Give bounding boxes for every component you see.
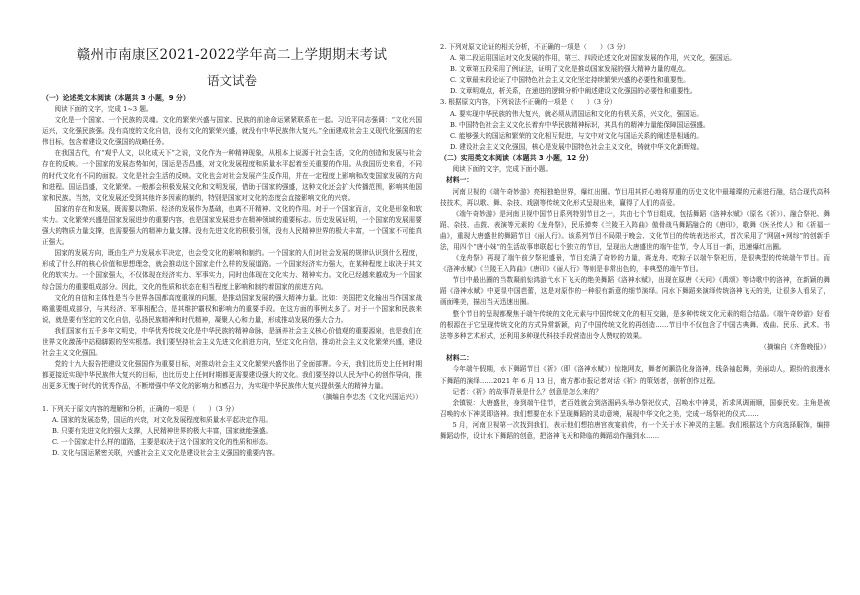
material-2-paragraph: 记者：《祈》的故事背景是什么？创意是怎么来的？ bbox=[452, 387, 603, 396]
passage-paragraph: 国家的发展方向，既由生产力发展水平决定，也会受文化的影响和制约。一个国家的人们对社会发展的规律认识到什么程度，形成了什么样的核心价值和思想理念，就会推动这个国家走什么样的发展道路。一个国家经济实力强大，在某种程度上取决于其文化的软实力。一个国家强大，不仅体现在经济实力、军事实力，同时也体现在文化实力、精神实力。文化已经越来越成为一个国家综合国力的重要组成部分。因此，文化的性质和状态在相当程度上影响和制约着国家的前进方向。 bbox=[42, 249, 422, 291]
material-1-source: （摘编自《齐鲁晚报》） bbox=[760, 342, 830, 351]
section-heading-2: （二）实用类文本阅读（本题共 3 小题，12 分） bbox=[440, 153, 593, 162]
question-1-option-a: A. 国家的发展态势，国运的兴衰，对文化发展程度和质量水平起决定作用。 bbox=[52, 415, 272, 424]
material-2-label: 材料二： bbox=[446, 353, 474, 362]
question-3-option-d: D. 建设社会主义文化强国，核心是发展中国特色社会主义文化，铸就中华文化新辉煌。 bbox=[450, 142, 704, 151]
question-2: 2. 下列对原文论证的相关分析，不正确的一项是（ ）（3 分） bbox=[440, 43, 630, 51]
material-1-paragraph: 《端午奇妙游》是河南卫视中国节日系列特别节目之一，共由七个节目组成，包括舞蹈《洛神水赋》（原名《祈》）、融合祭祀、舞蹈、杂技、击鼓、表演等元素的《龙舟祭》，民乐弹奏《兰陵王入阵曲》傲骨战马舞蹈融合的《唐印》，歌舞《医圣传人》和《祈福一曲》，重现大唐盛世的舞蹈节目《丽人行》。该系列节目不局限于晚会、文化节目的传统表达形式，首次采用了“网剧+网综”的创新手法，用四个“唐小妹”的生活故事串联起七个独立的节目，呈现出大唐盛世的端午佳节，令人耳目一新，迅速爆红出圈。 bbox=[440, 209, 830, 251]
passage-paragraph: 文化是一个国家、一个民族的灵魂。文化的繁荣兴盛与国家、民族的前途命运紧紧联系在一起。习近平同志强调：“文化兴国运兴，文化强民族强。没有高度的文化自信，没有文化的繁荣兴盛，就没有中华民族伟大复兴。”全面建成社会主义现代化强国的宏伟目标，包含着建设文化强国的战略任务。 bbox=[42, 116, 422, 147]
left-column bbox=[42, 0, 422, 595]
section-instruction-2: 阅读下面的文字，完成下面小题。 bbox=[452, 164, 553, 173]
passage-source: （摘编自李忠杰《文化兴国运兴》） bbox=[319, 393, 422, 402]
section-heading-1: （一）论述类文本阅读（本题共 3 小题，9 分） bbox=[42, 94, 190, 102]
material-1-paragraph: 《龙舟祭》再现了端午前夕祭祀盛景，节目充满了奇妙的力量，赛龙舟、吃粽子以端午祭祀历，是很典型的传统端午节目。而《洛神水赋》《兰陵王入阵曲》《唐印》《丽人行》等则是非常出色的，非典型的端午节目。 bbox=[440, 254, 830, 274]
question-2-option-b: B. 文章第五段采用了例证法，证明了文化是推动国家发展的强大精神力量的观点。 bbox=[450, 65, 690, 74]
question-2-option-c: C. 文章最末段论证了中国特色社会主义文化坚定持续繁荣兴盛的必要性和重要性。 bbox=[450, 76, 690, 85]
question-3: 3. 根据原文内容，下列说法不正确的一项是（ ）（3 分） bbox=[440, 98, 617, 107]
question-3-option-a: A. 要实现中华民族的伟大复兴，就必须从清国运和文化的有机关系，兴文化，强国运。 bbox=[450, 109, 703, 118]
question-1-option-b: B. 只要有先进文化的强大支撑，人民精神世界的极大丰富，国家就能强盛。 bbox=[52, 426, 273, 435]
material-2-paragraph: 余镇锐：大唐盛世，身到端午佳节，老百姓就会到洛湄码头举办祭祀仪式，召唤水中神灵，祈求风调雨顺，国泰民安。主角是被召唤的水下神灵即洛神。我们想要在水下呈现舞蹈的灵动意境，展现中华文化之美，完成一场祭祀的仪式…… bbox=[440, 398, 830, 418]
question-3-option-b: B. 中国特色社会主义文化长着弃中华民族精神标识，其具有的精神力量能保障国运强盛。 bbox=[450, 120, 710, 129]
question-1-option-d: D. 文化与国运紧密关联，兴盛社会主义文化是建设社会主义强国的重要内容。 bbox=[52, 448, 279, 457]
question-2-option-d: D. 文章明观点，析关系，在递进的逻辑分析中阐述建设文化强国的必要性和重要性。 bbox=[450, 87, 697, 96]
exam-subtitle: 语文试卷 bbox=[206, 73, 257, 88]
question-2-option-a: A. 第二段运用国运对文化发展的作用，第三、四段论述文化对国家发展的作用，兴文化，强国运。 bbox=[450, 54, 736, 63]
material-1-label: 材料一： bbox=[446, 176, 474, 185]
passage-paragraph: 在我国古代，有“观乎人文，以化成天下”之说，文化作为一种精神现象，从根本上说源于社会生活，文化的创造和发展与社会存在的反映。一个国家的发展态势如何，国运是否昌盛，对文化发展程度和质量水平起着至关重要的作用。从我国历史来看，不同的时代文化有不同的面貌。文化是社会生活的反映。文化也会对社会发展产生反作用，并在一定程度上影响和改变国家发展的方向和进程。国运昌盛，文化繁荣。一般都会积极发展文化和文明发展，借助于国家的强盛，这种文化还会扩大传播范围，影响其他国家和民族。当然，文化发展还受到其他许多因素的制约，特别是国家对文化的态度会直接影响文化的兴衰。 bbox=[42, 149, 422, 202]
passage-paragraph: 党的十九大报告把建设文化强国作为重要目标，对推动社会主义文化繁荣兴盛作出了全面部署。今天，我们比历史上任何时期都更接近实现中华民族伟大复兴的目标，也比历史上任何时期都更需要建设强大的文化。我们要坚持以人民为中心的创作导向，推出更多无愧于时代的优秀作品，不断增强中华文化的影响力和感召力，为实现中华民族伟大复兴提供强大的精神力量。 bbox=[42, 360, 422, 391]
exam-title: 赣州市南康区2021-2022学年高二上学期期末考试 bbox=[76, 47, 388, 63]
right-column bbox=[440, 0, 830, 595]
material-1-paragraph: 整个节目的呈现都聚焦于端午传统的文化元素与中国传统文化的相互交融，是多种传统文化元素的组合结晶。《端午奇妙游》好看的根源在于它呈现传统文化的方式异常新颖，向了中国传统文化的再创造……节目中不仅包含了中国古典舞、戏曲、民乐、武术、书法等多种艺术形式，还利用多种现代科技手段营造出令人赞叹的效果。 bbox=[440, 309, 830, 340]
passage-paragraph: 文化的自信和主体性是当今世界各国都高度重视的问题，是推动国家发展的强大精神力量。比如：美国把文化输出当作国家战略重要组成部分，与其经济、军事相配合，是其维护霸权和影响力的重要手段。在这方面的事例太多了。对于一个国家和民族来说，就是要有坚定的文化自信，弘扬民族精神和时代精神，凝聚人心和力量，形成推动发展的强大合力。 bbox=[42, 293, 422, 324]
passage-paragraph: 国家的存在和发展，既需要以物质、经济的发展作为基础，也离不开精神、文化的作用。对于一个国家而言，文化是形象和软实力。文化繁荣兴盛是国家发展进步的重要内容，也是国家发展进步在精神领域的重要标志。历史发展证明，一个国家的发展需要强大的物质力量支撑，也需要强大的精神力量支撑。没有先进文化的积极引领，没有人民精神世界的极大丰富，一个国家不可能真正强大。 bbox=[42, 204, 422, 247]
passage-paragraph: 我们国家有五千多年文明史，中华优秀传统文化是中华民族的精神命脉，是涵养社会主义核心价值观的重要源泉，也是我们在世界文化激荡中站稳脚跟的坚实根基。我们要坚持社会主义先进文化前进方向，坚定文化自信，推动社会主义文化繁荣兴盛，建设社会主义文化强国。 bbox=[42, 326, 422, 358]
question-1: 1. 下列关于原文内容的理解和分析，正确的一项是（ ）（3 分） bbox=[42, 404, 239, 413]
question-1-option-c: C. 一个国家走什么样的道路，主要是取决于这个国家的文化的性质和形态。 bbox=[52, 437, 273, 446]
material-2-paragraph: 今年端午假期，水下舞蹈节目《祈》（即《洛神水赋》）惊艳网友，舞者何灏浩化身洛神，线条袖起舞，美丽动人，跟纷的浪漫水下舞蹈的演绎……2021 年 6 月 13 日，南方都市报记者对话《祈》的策划者，剖析创作过程。 bbox=[440, 365, 830, 385]
material-2-paragraph: 5 月，河南卫视第一次找到我们，表示他们想拍唐宫夜宴前传，有一个关于水下神灵的主题。我们根据这个方向选择服饰，编排舞蹈动作，设计水下舞蹈的创意，把洛神飞天和降临的舞蹈动作融到水…… bbox=[440, 420, 830, 440]
material-1-paragraph: 河南卫视的《端午奇妙游》亮相独艳世界，爆红出圈。节目用其匠心地将厚重的历史文化中最璀璨的元素进行融，结合现代高科技技术，再以歌、舞、杂技、戏剧等传统文化形式呈现出来，赢得了人们的喜爱。 bbox=[440, 187, 830, 207]
section-instruction-1: 阅读下面的文字，完成 1~3 题。 bbox=[54, 105, 153, 113]
material-1-paragraph: 节目中最出圈的当数凝前惊鸿游弋水下飞天的绝美舞蹈《洛神水赋》，出现在原唐《天问》《禹颂》等诗歌中的洛神，在新颖的舞蹈《洛神水赋》中更显中国芭蕾，这是对原作的一种很有新意的细节演绎。同水下舞蹈来演绎传统洛神飞天的美，让很多人看呆了，画面唯美，描出当天迅速出圈。 bbox=[440, 276, 830, 307]
question-3-option-c: C. 能够强大的国运和繁荣的文化相互促进，与文中对文化与国运关系的阐述是相通的。 bbox=[450, 131, 703, 140]
